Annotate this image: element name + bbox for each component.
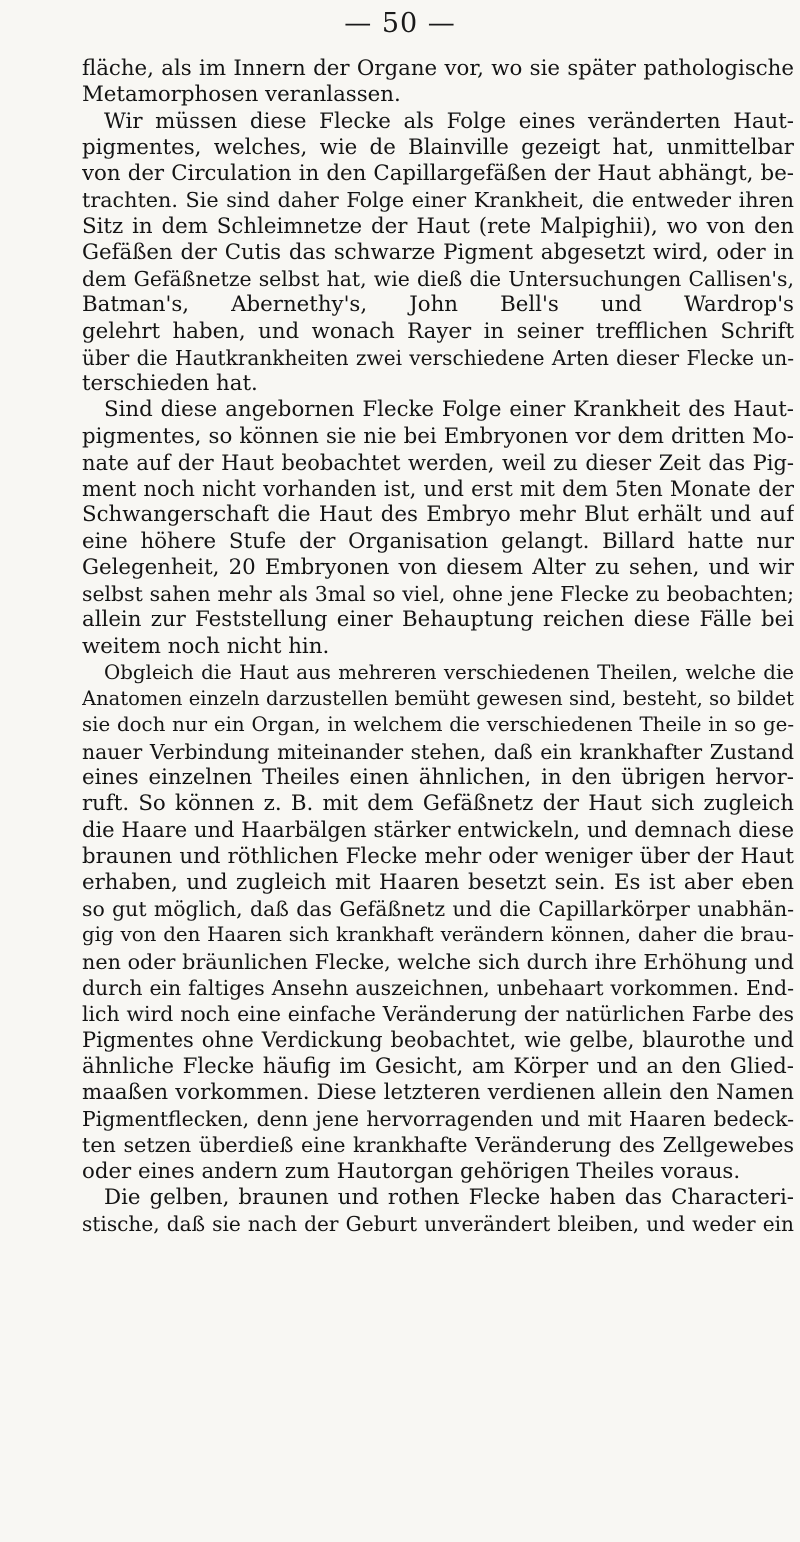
text-line: eines einzelnen Theiles einen ähnlichen, in den übrigen hervor- xyxy=(82,764,794,790)
text-line: dem Gefäßnetze selbst hat, wie dieß die Untersuchungen Callisen's, xyxy=(82,267,794,291)
page-number: — 50 — xyxy=(344,8,456,39)
text-line: Schwangerschaft die Haut des Embryo mehr Blut erhält und auf xyxy=(82,502,794,528)
text-line: Die gelben, braunen und rothen Flecke haben das Characteri- xyxy=(104,1184,794,1210)
text-line: nauer Verbindung miteinander stehen, daß ein krankhafter Zustand xyxy=(82,739,794,764)
text-line: über die Hautkrankheiten zwei verschiedene Arten dieser Flecke un- xyxy=(82,345,794,370)
text-line: Pigmentflecken, denn jene hervorragenden und mit Haaren bedeck- xyxy=(82,1107,794,1131)
text-line: die Haare und Haarbälgen stärker entwickeln, und demnach diese xyxy=(82,818,794,843)
text-line: Gefäßen der Cutis das schwarze Pigment abgesetzt wird, oder in xyxy=(82,239,794,265)
text-line: terschieden hat. xyxy=(82,371,258,396)
text-line: Sind diese angebornen Flecke Folge einer Krankheit des Haut- xyxy=(104,397,794,423)
text-line: von der Circulation in den Capillargefäßen der Haut abhängt, be- xyxy=(82,161,794,186)
text-line: oder eines andern zum Hautorgan gehörigen Theiles voraus. xyxy=(82,1158,741,1184)
text-line: ten setzen überdieß eine krankhafte Veränderung des Zellgewebes xyxy=(82,1133,794,1158)
text-line: pigmentes, so können sie nie bei Embryonen vor dem dritten Mo- xyxy=(82,423,794,449)
text-line: durch ein faltiges Ansehn auszeichnen, unbehaart vorkommen. End- xyxy=(82,975,794,1000)
text-line: Wir müssen diese Flecke als Folge eines veränderten Haut- xyxy=(104,108,794,134)
text-line: Batman's, Abernethy's, John Bell's und Wardrop's xyxy=(82,292,794,318)
text-line: maaßen vorkommen. Diese letzteren verdienen allein den Namen xyxy=(82,1079,794,1105)
text-line: trachten. Sie sind daher Folge einer Krankheit, die entweder ihren xyxy=(82,188,794,213)
text-line: Gelegenheit, 20 Embryonen von diesem Alter zu sehen, und wir xyxy=(82,554,794,580)
body-text xyxy=(82,56,794,1237)
text-line: nen oder bräunlichen Flecke, welche sich durch ihre Erhöhung und xyxy=(82,949,794,974)
text-line: gig von den Haaren sich krankhaft verändern können, daher die brau- xyxy=(82,923,794,947)
text-line: Sitz in dem Schleimnetze der Haut (rete Malpighii), wo von den xyxy=(82,213,794,239)
text-line: Obgleich die Haut aus mehreren verschiedenen Theilen, welche die xyxy=(104,660,794,684)
text-line: pigmentes, welches, wie de Blainville gezeigt hat, unmittelbar xyxy=(82,134,794,160)
text-line: allein zur Feststellung einer Behauptung reichen diese Fälle bei xyxy=(82,607,794,633)
text-line: gelehrt haben, und wonach Rayer in seiner trefflichen Schrift xyxy=(82,318,794,344)
text-line: erhaben, und zugleich mit Haaren besetzt sein. Es ist aber eben xyxy=(82,869,794,895)
text-line: stische, daß sie nach der Geburt unverändert bleiben, und weder ein xyxy=(82,1212,794,1236)
text-line: sie doch nur ein Organ, in welchem die verschiedenen Theile in so ge- xyxy=(82,713,794,737)
text-line: nate auf der Haut beobachtet werden, weil zu dieser Zeit das Pig- xyxy=(82,450,794,475)
text-line: selbst sahen mehr als 3mal so viel, ohne jene Flecke zu beobachten; xyxy=(82,582,794,606)
text-line: weitem noch nicht hin. xyxy=(82,633,330,659)
text-line: Metamorphosen veranlassen. xyxy=(82,82,401,108)
text-line: lich wird noch eine einfache Veränderung der natürlichen Farbe des xyxy=(82,1002,794,1026)
text-line: Anatomen einzeln darzustellen bemüht gewesen sind, besteht, so bildet xyxy=(82,687,794,710)
text-line: braunen und röthlichen Flecke mehr oder weniger über der Haut xyxy=(82,843,794,869)
text-line: Pigmentes ohne Verdickung beobachtet, wie gelbe, blaurothe und xyxy=(82,1028,794,1053)
text-line: ment noch nicht vorhanden ist, und erst mit dem 5ten Monate der xyxy=(82,477,794,501)
text-line: fläche, als im Innern der Organe vor, wo sie später pathologische xyxy=(82,56,794,81)
text-line: eine höhere Stufe der Organisation gelangt. Billard hatte nur xyxy=(82,528,794,554)
text-line: so gut möglich, daß das Gefäßnetz und die Capillarkörper unabhän- xyxy=(82,897,794,921)
text-line: ruft. So können z. B. mit dem Gefäßnetz der Haut sich zugleich xyxy=(82,791,794,816)
text-line: ähnliche Flecke häufig im Gesicht, am Körper und an den Glied- xyxy=(82,1053,794,1079)
